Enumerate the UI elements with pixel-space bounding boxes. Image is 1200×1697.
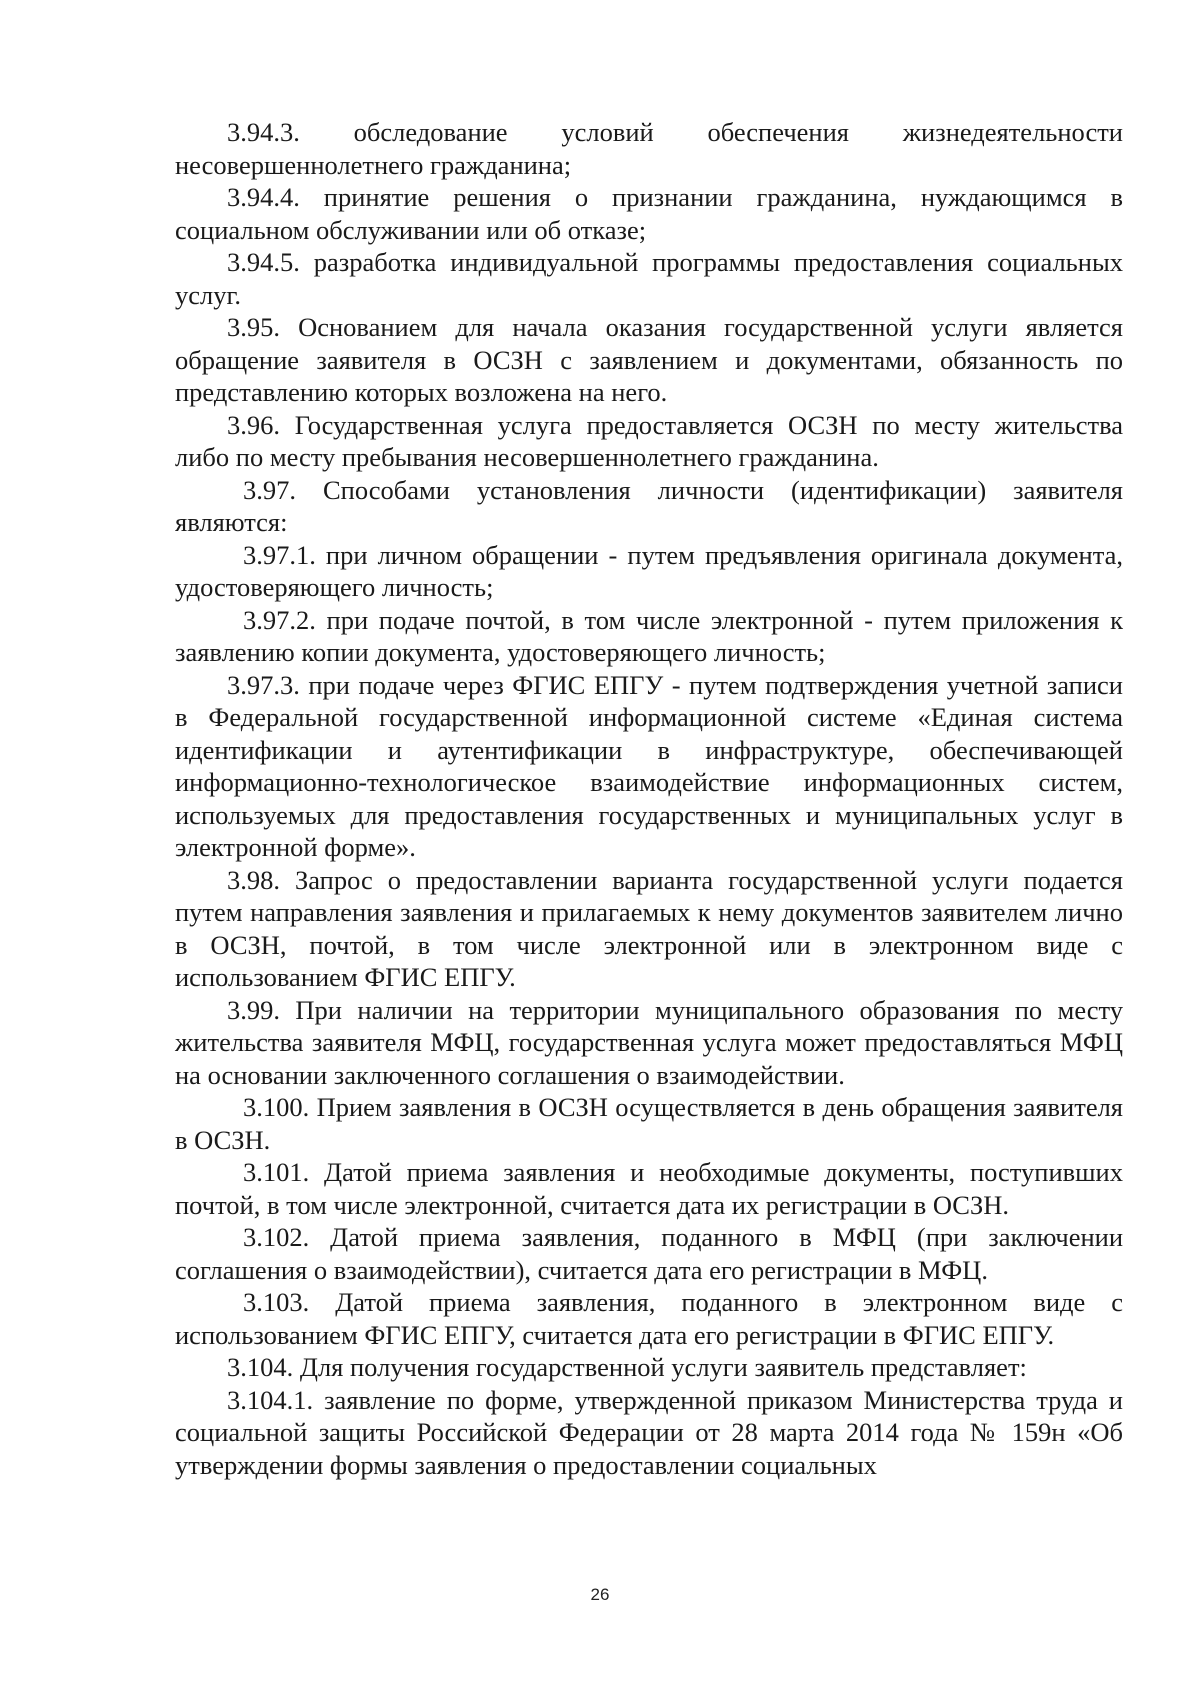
paragraph-3-97-2: 3.97.2. при подаче почтой, в том числе электронной - путем приложения к заявлению копии документа, удостоверяющего личность; bbox=[175, 604, 1123, 667]
page-number: 26 bbox=[590, 1585, 610, 1604]
paragraph-3-97-1: 3.97.1. при личном обращении - путем предъявления оригинала документа, удостоверяющего личность; bbox=[175, 539, 1123, 602]
paragraph-3-94-5: 3.94.5. разработка индивидуальной программы предоставления социальных услуг. bbox=[175, 247, 1123, 310]
document-body bbox=[175, 116, 1123, 1481]
paragraph-3-96: 3.96. Государственная услуга предоставляется ОСЗН по месту жительства либо по месту пребывания несовершеннолетнего гражданина. bbox=[175, 409, 1123, 472]
paragraph-3-94-3: 3.94.3. обследование условий обеспечения жизнедеятельности несовершеннолетнего гражданина; bbox=[175, 117, 1123, 180]
paragraph-3-97-3: 3.97.3. при подаче через ФГИС ЕПГУ - путем подтверждения учетной записи в Федеральной государственной информационной системе «Единая система идентификации и аутентификации в инфраструктуре, обеспечивающей информационно-технологическое взаимодействие информационных систем, используемых для предоставления государственных и муниципальных услуг в электронной форме». bbox=[175, 669, 1123, 862]
paragraph-3-98: 3.98. Запрос о предоставлении варианта государственной услуги подается путем направления заявления и прилагаемых к нему документов заявителем лично в ОСЗН, почтой, в том числе электронной или в электронном виде с использованием ФГИС ЕПГУ. bbox=[175, 864, 1123, 992]
paragraph-3-95: 3.95. Основанием для начала оказания государственной услуги является обращение заявителя в ОСЗН с заявлением и документами, обязанность по представлению которых возложена на него. bbox=[175, 312, 1123, 407]
paragraph-3-99: 3.99. При наличии на территории муниципального образования по месту жительства заявителя МФЦ, государственная услуга может предоставляться МФЦ на основании заключенного соглашения о взаимодействии. bbox=[175, 994, 1123, 1090]
paragraph-3-100: 3.100. Прием заявления в ОСЗН осуществляется в день обращения заявителя в ОСЗН. bbox=[175, 1092, 1123, 1155]
paragraph-3-97: 3.97. Способами установления личности (идентификации) заявителя являются: bbox=[175, 474, 1123, 537]
paragraph-3-103: 3.103. Датой приема заявления, поданного в электронном виде с использованием ФГИС ЕПГУ, считается дата его регистрации в ФГИС ЕПГУ. bbox=[175, 1287, 1123, 1350]
paragraph-3-101: 3.101. Датой приема заявления и необходимые документы, поступивших почтой, в том числе электронной, считается дата их регистрации в ОСЗН. bbox=[175, 1157, 1123, 1220]
paragraph-3-102: 3.102. Датой приема заявления, поданного в МФЦ (при заключении соглашения о взаимодействии), считается дата его регистрации в МФЦ. bbox=[175, 1222, 1123, 1285]
paragraph-3-94-4: 3.94.4. принятие решения о признании гражданина, нуждающимся в социальном обслуживании или об отказе; bbox=[175, 182, 1123, 245]
paragraph-3-104: 3.104. Для получения государственной услуги заявитель представляет: bbox=[227, 1352, 1027, 1382]
paragraph-3-104-1: 3.104.1. заявление по форме, утвержденной приказом Министерства труда и социальной защиты Российской Федерации от 28 марта 2014 года № 159н «Об утверждении формы заявления о предоставлении социальных bbox=[175, 1384, 1123, 1480]
